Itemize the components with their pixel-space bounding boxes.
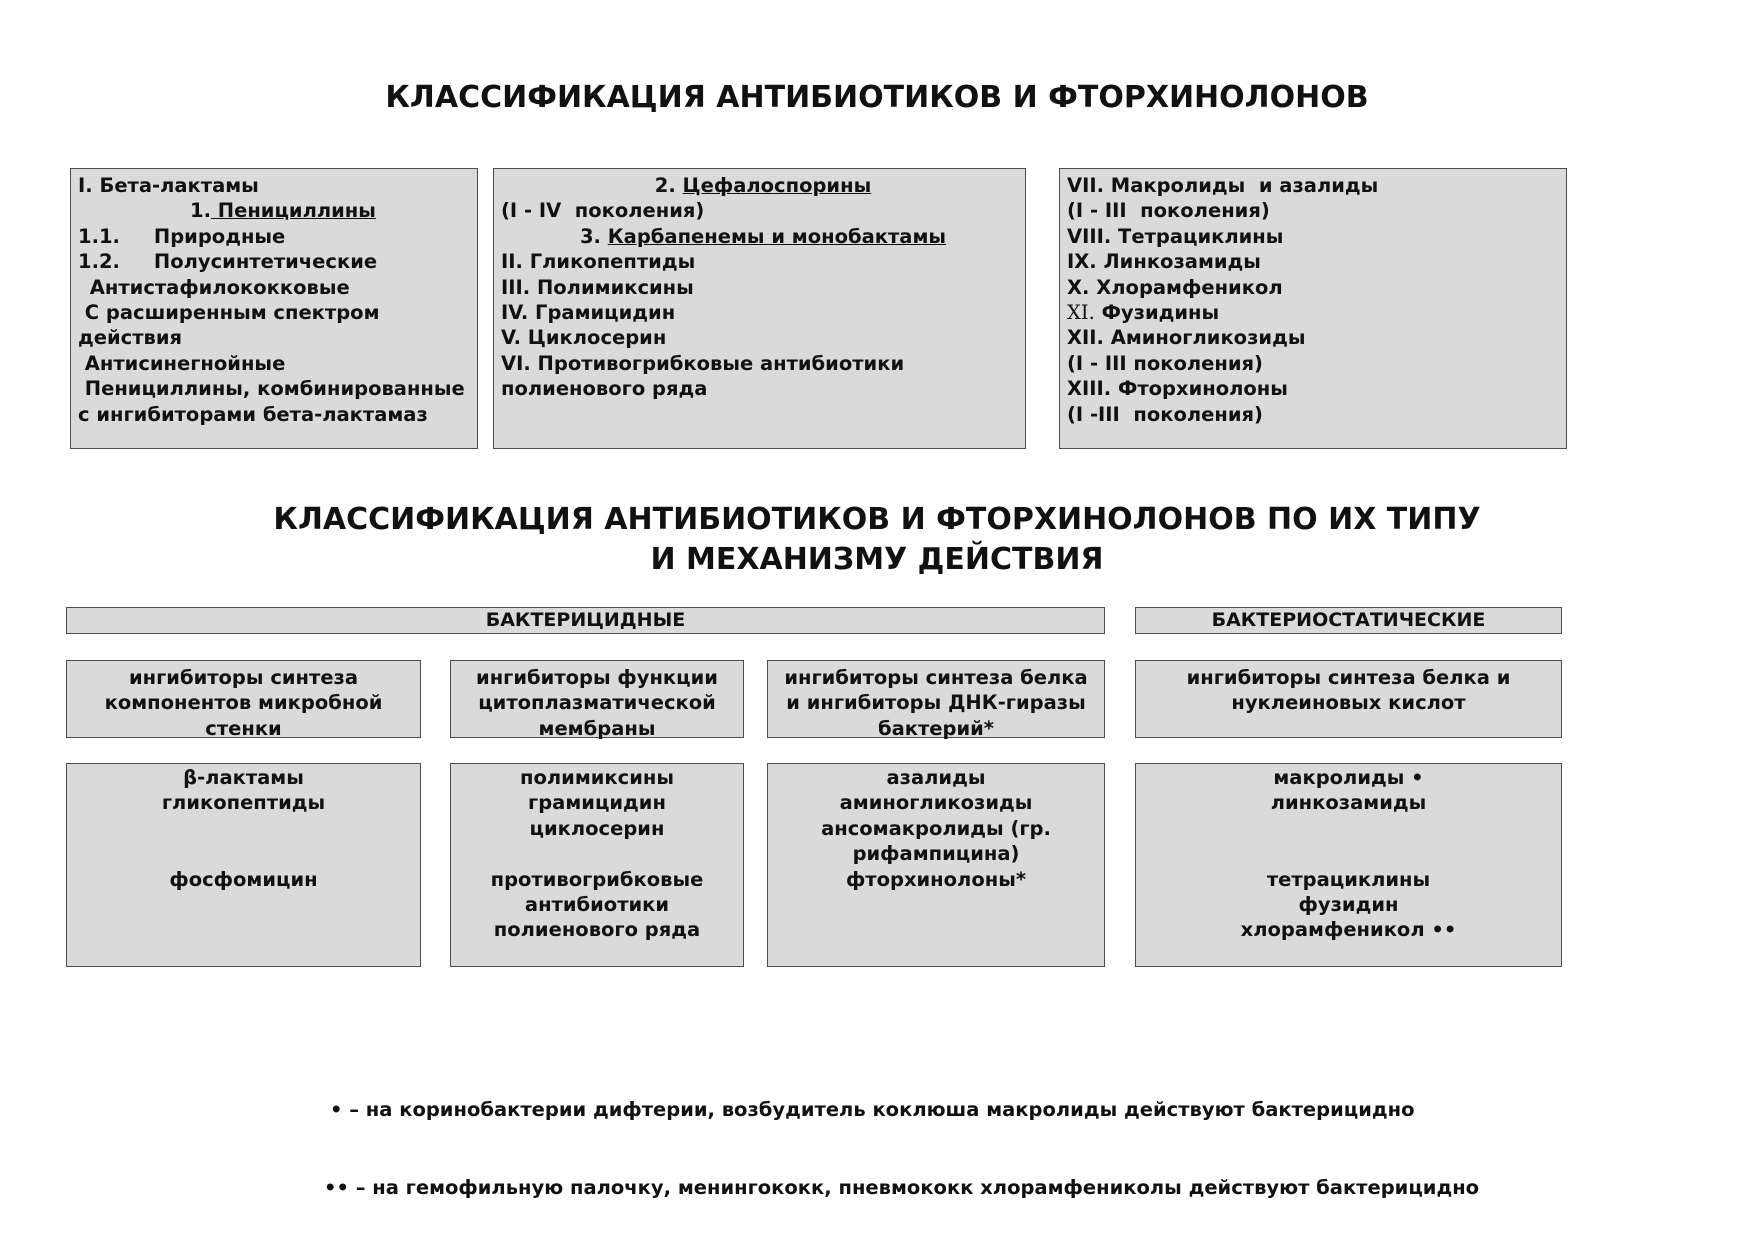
drug-item: хлорамфеникол ••	[1240, 918, 1457, 942]
bacteriostatic-header: БАКТЕРИОСТАТИЧЕСКИЕ	[1135, 607, 1562, 634]
box-line: полиенового ряда	[501, 377, 708, 401]
box-line: бактерий*	[877, 716, 995, 740]
drug-item: циклосерин	[529, 816, 665, 840]
drug-item: фторхинолоны*	[845, 867, 1027, 891]
box-line: IV. Грамицидин	[501, 301, 676, 325]
group-heading-carbapenems: Карбапенемы и монобактамы	[607, 224, 947, 248]
spacer	[67, 841, 420, 866]
classification-box-cephalosporins	[493, 168, 1026, 449]
box-line: нуклеиновых кислот	[1231, 691, 1466, 715]
drug-item: линкозамиды	[1270, 791, 1427, 815]
box-line: мембраны	[538, 716, 656, 740]
footnote-chloramphenicol: •• – на гемофильную палочку, менингококк, пневмококк хлорамфениколы действуют бактерицидно	[324, 1176, 1480, 1199]
box-line	[78, 198, 477, 223]
box-line: ингибиторы синтеза белка	[784, 666, 1088, 689]
drug-box-protein-dna	[767, 763, 1105, 967]
box-line: с ингибиторами бета-лактамаз	[78, 402, 428, 426]
box-line: стенки	[205, 716, 282, 740]
drug-item: полимиксины	[520, 766, 674, 789]
box-line: XIII. Фторхинолоны	[1067, 377, 1288, 401]
box-line: (I - III поколения)	[1067, 199, 1270, 223]
box-line	[501, 173, 1025, 198]
box-line: XII. Аминогликозиды	[1067, 326, 1306, 350]
list-number: XI.	[1067, 301, 1095, 325]
box-line: V. Циклосерин	[501, 326, 667, 350]
mechanism-title	[0, 500, 1754, 580]
drug-item: макролиды •	[1273, 766, 1424, 789]
classification-box-beta-lactams	[70, 168, 478, 449]
box-line: II. Гликопептиды	[501, 250, 696, 274]
spacer	[1136, 816, 1561, 841]
box-line: IX. Линкозамиды	[1067, 250, 1261, 274]
classification-title: КЛАССИФИКАЦИЯ АНТИБИОТИКОВ И ФТОРХИНОЛОНОВ	[385, 80, 1369, 115]
mechanism-title-line: КЛАССИФИКАЦИЯ АНТИБИОТИКОВ И ФТОРХИНОЛОНОВ ПО ИХ ТИПУ	[273, 502, 1481, 537]
box-line: и ингибиторы ДНК-гиразы	[786, 691, 1086, 715]
list-number: 2.	[654, 174, 683, 197]
box-line: III. Полимиксины	[501, 275, 694, 299]
box-line: X. Хлорамфеникол	[1067, 275, 1283, 299]
spacer	[451, 841, 743, 866]
box-line: 1.1. Природные	[78, 224, 286, 248]
drug-item: грамицидин	[528, 791, 666, 815]
group-heading-cephalosporins: Цефалоспорины	[682, 174, 872, 197]
drug-item: рифампицина)	[852, 842, 1020, 866]
drug-item: ансомакролиды (гр.	[821, 816, 1051, 840]
box-line: ингибиторы функции	[476, 666, 718, 689]
drug-item: тетрациклины	[1266, 867, 1431, 891]
spacer	[1136, 841, 1561, 866]
drug-item: аминогликозиды	[839, 791, 1033, 815]
box-line: Антистафилококковые	[83, 275, 350, 299]
drug-item: β-лактамы	[183, 766, 304, 789]
box-line: ингибиторы синтеза белка и	[1186, 666, 1511, 689]
box-line: (I -III поколения)	[1067, 402, 1263, 426]
drug-item: азалиды	[886, 766, 986, 789]
mechanism-box-protein-nucleic	[1135, 660, 1562, 738]
mechanism-box-protein-dna	[767, 660, 1105, 738]
spacer	[67, 816, 420, 841]
box-line: VIII. Тетрациклины	[1067, 224, 1284, 248]
box-line-text: Фузидины	[1094, 301, 1220, 325]
drug-box-protein-nucleic	[1135, 763, 1562, 967]
box-line: I. Бета-лактамы	[78, 174, 259, 197]
drug-box-cell-wall	[66, 763, 421, 967]
mechanism-title-line: И МЕХАНИЗМУ ДЕЙСТВИЯ	[650, 542, 1104, 577]
box-line: Пенициллины, комбинированные	[78, 377, 465, 401]
box-line: С расширенным спектром	[78, 301, 380, 325]
drug-item: полиенового ряда	[493, 918, 701, 942]
box-line	[1067, 300, 1566, 325]
box-line: 1.2. Полусинтетические	[78, 250, 378, 274]
mechanism-box-membrane	[450, 660, 744, 738]
drug-item: фосфомицин	[169, 867, 318, 891]
drug-item: фузидин	[1298, 893, 1399, 916]
box-line: компонентов микробной	[104, 691, 383, 715]
drug-item: антибиотики	[524, 893, 670, 917]
box-line: Антисинегнойные	[78, 351, 286, 375]
footnotes	[300, 1045, 1500, 1227]
box-line: ингибиторы синтеза	[128, 666, 359, 689]
drug-box-membrane	[450, 763, 744, 967]
mechanism-box-cell-wall	[66, 660, 421, 738]
footnote-macrolides: • – на коринобактерии дифтерии, возбудитель коклюша макролиды действуют бактерицидно	[330, 1098, 1415, 1121]
box-line: (I - IV поколения)	[501, 199, 705, 223]
box-line: VII. Макролиды и азалиды	[1067, 174, 1379, 197]
drug-item: гликопептиды	[161, 791, 326, 815]
box-line: VI. Противогрибковые антибиотики	[501, 351, 905, 375]
list-number: 1.	[190, 199, 211, 223]
box-line	[501, 224, 1025, 249]
drug-item: противогрибковые	[490, 867, 704, 891]
box-line: действия	[78, 326, 183, 350]
group-heading-penicillins: Пенициллины	[210, 199, 376, 223]
list-number: 3.	[579, 224, 608, 248]
bactericidal-header: БАКТЕРИЦИДНЫЕ	[66, 607, 1105, 634]
box-line: цитоплазматической	[478, 691, 716, 715]
box-line: (I - III поколения)	[1067, 351, 1263, 375]
classification-box-macrolides	[1059, 168, 1567, 449]
